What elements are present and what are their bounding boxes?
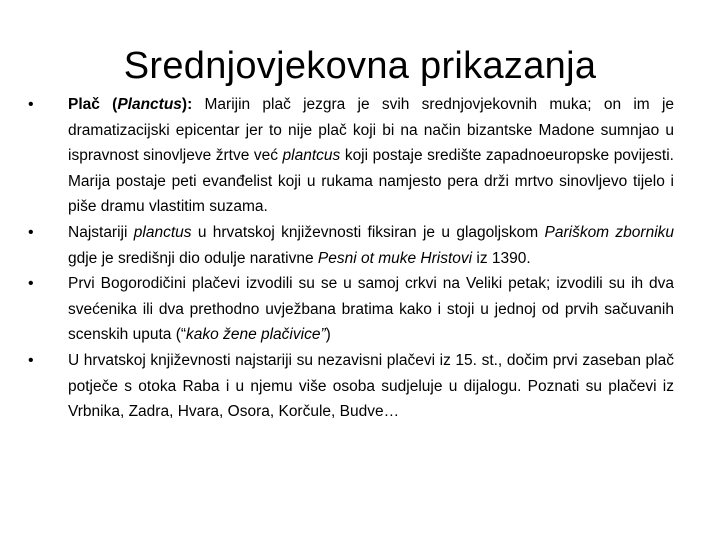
bullet-text-segment: gdje je središnji dio odulje narativne — [68, 249, 318, 267]
bullet-text-segment: iz 1390. — [472, 249, 531, 267]
bullet-text-segment: planctus — [133, 223, 192, 241]
bullet-item — [26, 92, 674, 220]
bullet-text-segment: Plač ( — [68, 96, 118, 113]
bullet-text-segment: Marijin plač jezgra je svih srednjovjekovnih muka; on im je dramatizacijski epicentar jer to nije plač koji bi na način bizantske Madone sumnjao u ispravnost sinovljeve žrtve već — [68, 96, 675, 165]
bullet-text-segment: Planctus — [117, 96, 182, 113]
bullet-item — [26, 348, 674, 425]
bullet-dot-icon: • — [28, 275, 34, 293]
bullet-text-segment: Pariškom zborniku — [544, 223, 675, 241]
bullet-text-segment: U hrvatskoj književnosti najstariji su nezavisni plačevi iz 15. st., dočim prvi zaseban plač potječe s otoka Raba i u njemu više osoba sudjeluje u dijalogu. Poznati su plačevi iz Vrbnika, Zadra, Hvara, Osora, Korčule, Budve… — [68, 351, 674, 421]
bullet-text-segment: plantcus — [282, 147, 341, 165]
bullet-list — [26, 92, 674, 425]
bullet-text-segment: ) — [325, 326, 331, 344]
bullet-text-segment: koji postaje središte zapadnoeuropske povijesti. Marija postaje peti evanđelist koji u rukama namjesto pera drži mrtvo sinovljevo tijelo i piše dramu vlastitim suzama. — [68, 147, 674, 216]
bullet-text-segment: ): — [181, 96, 193, 113]
bullet-text-segment: Prvi Bogorodičini plačevi izvodili su se u samoj crkvi na Veliki petak; izvodili su ih dva svećenika ili dva prethodno uvježbana bratima kako i stoji u jednoj od prvih sačuvanih scenskih uputa (“ — [68, 275, 674, 344]
bullet-text-segment: kako žene plačivice” — [186, 326, 326, 344]
slide-title: Srednjovjekovna prikazanja — [123, 45, 597, 87]
bullet-item — [26, 271, 674, 348]
bullet-text-segment: Najstariji — [68, 223, 134, 241]
bullet-dot-icon: • — [28, 223, 34, 241]
bullet-item — [26, 220, 674, 271]
bullet-text-segment: Pesni ot muke Hristovi — [317, 249, 473, 267]
bullet-text-segment: u hrvatskoj književnosti fiksiran je u glagoljskom — [191, 223, 545, 241]
bullet-dot-icon: • — [28, 351, 34, 369]
bullet-dot-icon: • — [28, 96, 34, 113]
